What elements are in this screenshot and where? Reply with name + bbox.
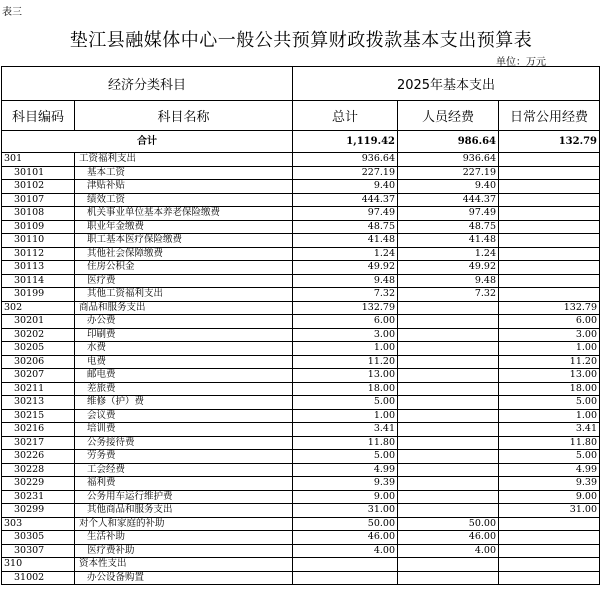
row-total: 3.00	[293, 328, 398, 342]
row-personnel: 936.64	[398, 153, 499, 167]
row-code: 30305	[2, 531, 75, 545]
table-row	[2, 423, 600, 437]
row-name: 机关事业单位基本养老保险缴费	[75, 207, 293, 221]
row-name: 办公设备购置	[75, 571, 293, 585]
row-total: 1.00	[293, 342, 398, 356]
row-public	[499, 288, 600, 302]
row-public: 3.00	[499, 328, 600, 342]
table-row	[2, 531, 600, 545]
row-personnel: 46.00	[398, 531, 499, 545]
row-personnel	[398, 369, 499, 383]
row-personnel: 9.48	[398, 274, 499, 288]
row-code: 30231	[2, 490, 75, 504]
table-row	[2, 315, 600, 329]
total-header: 总计	[293, 101, 398, 131]
row-total: 7.32	[293, 288, 398, 302]
row-public: 132.79	[499, 301, 600, 315]
unit-label: 单位：万元	[496, 57, 546, 68]
total-label: 合计	[2, 131, 293, 153]
row-code: 30109	[2, 220, 75, 234]
row-total	[293, 558, 398, 572]
row-code: 30216	[2, 423, 75, 437]
row-total: 11.80	[293, 436, 398, 450]
row-personnel: 48.75	[398, 220, 499, 234]
row-personnel	[398, 477, 499, 491]
table-row	[2, 517, 600, 531]
row-total: 11.20	[293, 355, 398, 369]
row-name: 其他工资福利支出	[75, 288, 293, 302]
total-sum: 1,119.42	[293, 131, 398, 153]
row-name: 住房公积金	[75, 261, 293, 275]
row-name: 公务用车运行维护费	[75, 490, 293, 504]
row-total: 49.92	[293, 261, 398, 275]
table-row	[2, 355, 600, 369]
row-public	[499, 166, 600, 180]
row-total: 6.00	[293, 315, 398, 329]
row-code: 30202	[2, 328, 75, 342]
row-code: 30206	[2, 355, 75, 369]
row-personnel	[398, 423, 499, 437]
row-personnel	[398, 571, 499, 585]
code-header: 科目编码	[2, 101, 75, 131]
row-public: 11.80	[499, 436, 600, 450]
name-header: 科目名称	[75, 101, 293, 131]
row-code: 30215	[2, 409, 75, 423]
row-name: 职工基本医疗保险缴费	[75, 234, 293, 248]
year-group-header: 2025年基本支出	[293, 67, 600, 101]
table-row	[2, 409, 600, 423]
row-public	[499, 261, 600, 275]
table-row	[2, 220, 600, 234]
table-row	[2, 382, 600, 396]
row-name: 工会经费	[75, 463, 293, 477]
row-personnel: 227.19	[398, 166, 499, 180]
table-row	[2, 436, 600, 450]
row-public: 31.00	[499, 504, 600, 518]
row-public	[499, 544, 600, 558]
row-code: 30108	[2, 207, 75, 221]
row-name: 维修（护）费	[75, 396, 293, 410]
table-row	[2, 369, 600, 383]
row-personnel	[398, 463, 499, 477]
row-total: 9.40	[293, 180, 398, 194]
row-code: 30217	[2, 436, 75, 450]
table-row	[2, 558, 600, 572]
row-personnel	[398, 396, 499, 410]
table-row	[2, 180, 600, 194]
row-personnel: 97.49	[398, 207, 499, 221]
row-total: 4.99	[293, 463, 398, 477]
row-name: 商品和服务支出	[75, 301, 293, 315]
table-row	[2, 477, 600, 491]
row-name: 印刷费	[75, 328, 293, 342]
row-total: 9.00	[293, 490, 398, 504]
row-total: 18.00	[293, 382, 398, 396]
row-total: 132.79	[293, 301, 398, 315]
row-public	[499, 220, 600, 234]
row-code: 30228	[2, 463, 75, 477]
row-code: 30211	[2, 382, 75, 396]
row-name: 医疗费补助	[75, 544, 293, 558]
row-code: 30207	[2, 369, 75, 383]
row-public	[499, 153, 600, 167]
row-total: 31.00	[293, 504, 398, 518]
table-row	[2, 396, 600, 410]
row-code: 30113	[2, 261, 75, 275]
row-name: 其他商品和服务支出	[75, 504, 293, 518]
row-personnel	[398, 504, 499, 518]
row-code: 30307	[2, 544, 75, 558]
row-name: 水费	[75, 342, 293, 356]
row-personnel: 9.40	[398, 180, 499, 194]
table-row	[2, 490, 600, 504]
row-name: 差旅费	[75, 382, 293, 396]
table-row	[2, 328, 600, 342]
row-total: 48.75	[293, 220, 398, 234]
sheet-label: 表三	[2, 7, 22, 18]
row-code: 30299	[2, 504, 75, 518]
public-header: 日常公用经费	[499, 101, 600, 131]
table-row	[2, 247, 600, 261]
row-personnel	[398, 409, 499, 423]
row-name: 公务接待费	[75, 436, 293, 450]
row-public: 9.39	[499, 477, 600, 491]
table-header	[1, 66, 600, 131]
row-code: 301	[2, 153, 75, 167]
total-row	[2, 131, 600, 153]
page-title: 垫江县融媒体中心一般公共预算财政拨款基本支出预算表	[69, 30, 533, 51]
table-row	[2, 261, 600, 275]
row-total: 1.00	[293, 409, 398, 423]
row-code: 31002	[2, 571, 75, 585]
table-row	[2, 450, 600, 464]
budget-table	[1, 130, 600, 585]
row-personnel: 1.24	[398, 247, 499, 261]
row-name: 办公费	[75, 315, 293, 329]
table-row	[2, 207, 600, 221]
row-code: 30226	[2, 450, 75, 464]
row-total: 50.00	[293, 517, 398, 531]
row-public	[499, 234, 600, 248]
row-name: 资本性支出	[75, 558, 293, 572]
row-total	[293, 571, 398, 585]
row-name: 其他社会保障缴费	[75, 247, 293, 261]
row-public	[499, 571, 600, 585]
row-code: 30229	[2, 477, 75, 491]
table-row	[2, 153, 600, 167]
row-total: 97.49	[293, 207, 398, 221]
row-name: 培训费	[75, 423, 293, 437]
row-name: 生活补助	[75, 531, 293, 545]
row-total: 3.41	[293, 423, 398, 437]
row-code: 30201	[2, 315, 75, 329]
row-name: 基本工资	[75, 166, 293, 180]
row-personnel	[398, 315, 499, 329]
row-name: 津贴补贴	[75, 180, 293, 194]
table-row	[2, 463, 600, 477]
row-code: 30112	[2, 247, 75, 261]
row-public	[499, 247, 600, 261]
row-personnel	[398, 328, 499, 342]
personnel-header: 人员经费	[398, 101, 499, 131]
row-name: 医疗费	[75, 274, 293, 288]
row-personnel	[398, 450, 499, 464]
row-public: 13.00	[499, 369, 600, 383]
row-public	[499, 180, 600, 194]
row-name: 对个人和家庭的补助	[75, 517, 293, 531]
row-name: 绩效工资	[75, 193, 293, 207]
row-total: 1.24	[293, 247, 398, 261]
row-public	[499, 274, 600, 288]
row-name: 邮电费	[75, 369, 293, 383]
row-name: 职业年金缴费	[75, 220, 293, 234]
row-public: 4.99	[499, 463, 600, 477]
row-code: 30102	[2, 180, 75, 194]
row-personnel	[398, 355, 499, 369]
row-personnel	[398, 301, 499, 315]
row-total: 5.00	[293, 450, 398, 464]
row-personnel: 7.32	[398, 288, 499, 302]
row-total: 13.00	[293, 369, 398, 383]
row-total: 46.00	[293, 531, 398, 545]
row-code: 303	[2, 517, 75, 531]
table-row	[2, 342, 600, 356]
row-code: 302	[2, 301, 75, 315]
row-public: 5.00	[499, 450, 600, 464]
row-code: 30107	[2, 193, 75, 207]
row-personnel	[398, 382, 499, 396]
row-name: 福利费	[75, 477, 293, 491]
row-personnel: 4.00	[398, 544, 499, 558]
row-total: 9.48	[293, 274, 398, 288]
row-personnel	[398, 436, 499, 450]
row-public	[499, 558, 600, 572]
row-public: 3.41	[499, 423, 600, 437]
table-row	[2, 504, 600, 518]
row-total: 4.00	[293, 544, 398, 558]
table-row	[2, 193, 600, 207]
row-personnel: 41.48	[398, 234, 499, 248]
row-public: 11.20	[499, 355, 600, 369]
row-public: 9.00	[499, 490, 600, 504]
row-name: 劳务费	[75, 450, 293, 464]
row-public: 5.00	[499, 396, 600, 410]
total-personnel: 986.64	[398, 131, 499, 153]
econ-group-header: 经济分类科目	[2, 67, 293, 101]
row-total: 936.64	[293, 153, 398, 167]
row-public	[499, 517, 600, 531]
row-total: 5.00	[293, 396, 398, 410]
row-code: 30110	[2, 234, 75, 248]
row-code: 30213	[2, 396, 75, 410]
row-personnel: 49.92	[398, 261, 499, 275]
row-public: 6.00	[499, 315, 600, 329]
table-row	[2, 288, 600, 302]
row-public	[499, 207, 600, 221]
row-public: 1.00	[499, 409, 600, 423]
table-row	[2, 166, 600, 180]
row-personnel	[398, 558, 499, 572]
table-row	[2, 571, 600, 585]
row-name: 电费	[75, 355, 293, 369]
row-code: 30205	[2, 342, 75, 356]
row-total: 41.48	[293, 234, 398, 248]
row-code: 30114	[2, 274, 75, 288]
total-public: 132.79	[499, 131, 600, 153]
row-personnel	[398, 342, 499, 356]
row-total: 227.19	[293, 166, 398, 180]
row-personnel	[398, 490, 499, 504]
row-public	[499, 531, 600, 545]
table-row	[2, 301, 600, 315]
row-public: 18.00	[499, 382, 600, 396]
table-row	[2, 274, 600, 288]
row-personnel: 50.00	[398, 517, 499, 531]
row-name: 工资福利支出	[75, 153, 293, 167]
row-code: 310	[2, 558, 75, 572]
row-code: 30101	[2, 166, 75, 180]
row-public: 1.00	[499, 342, 600, 356]
row-total: 9.39	[293, 477, 398, 491]
row-public	[499, 193, 600, 207]
row-total: 444.37	[293, 193, 398, 207]
row-code: 30199	[2, 288, 75, 302]
table-row	[2, 544, 600, 558]
table-row	[2, 234, 600, 248]
row-name: 会议费	[75, 409, 293, 423]
row-personnel: 444.37	[398, 193, 499, 207]
